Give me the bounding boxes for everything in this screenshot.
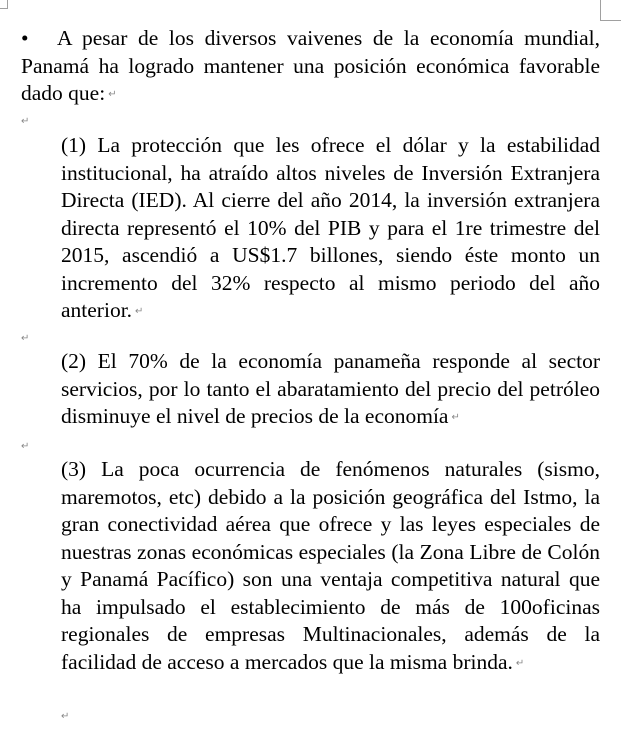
paragraph-mark-icon: ↵ xyxy=(515,657,525,669)
bullet-symbol: • xyxy=(21,26,29,50)
intro-text: A pesar de los diversos vaivenes de la economía mundial, Panamá ha logrado mantener una posición económica favorable dado que: xyxy=(21,26,600,105)
paragraph-2-text: (2) El 70% de la economía panameña responde al sector servicios, por lo tanto el abaratamiento del precio del petróleo disminuye el nivel de precios de la economía xyxy=(61,349,600,428)
empty-paragraph-mark-icon: ↵ xyxy=(61,711,70,722)
paragraph-mark-icon: ↵ xyxy=(108,89,117,101)
paragraph-1 xyxy=(61,132,600,326)
paragraph-3 xyxy=(61,456,600,677)
paragraph-3-text: (3) La poca ocurrencia de fenómenos naturales (sismo, maremotos, etc) debido a la posición geográfica del Istmo, la gran conectividad aérea que ofrece y las leyes especiales de nuestras zonas económicas especiales (la Zona Libre de Colón y Panamá Pacífico) son una ventaja competitiva natural que ha impulsado el establecimiento de más de 100oficinas regionales de empresas Multinacionales, además de la facilidad de acceso a mercados que la misma brinda. xyxy=(61,457,600,674)
intro-paragraph xyxy=(21,25,600,109)
paragraph-1-text: (1) La protección que les ofrece el dólar y la estabilidad institucional, ha atraído altos niveles de Inversión Extranjera Directa (IED). Al cierre del año 2014, la inversión extranjera directa representó el 10% del PIB y para el 1re trimestre del 2015, ascendió a US$1.7 billones, siendo éste monto un incremento del 32% respecto al mismo periodo del año anterior. xyxy=(61,133,600,322)
page-corner-top-right xyxy=(600,0,621,21)
paragraph-mark-icon: ↵ xyxy=(451,412,460,424)
paragraph-2 xyxy=(61,348,600,432)
page-corner-top-left xyxy=(0,0,8,9)
empty-paragraph-mark-icon: ↵ xyxy=(21,441,30,452)
paragraph-mark-icon: ↵ xyxy=(135,306,144,318)
empty-paragraph-mark-icon: ↵ xyxy=(21,333,30,344)
empty-paragraph-mark-icon: ↵ xyxy=(21,116,30,127)
